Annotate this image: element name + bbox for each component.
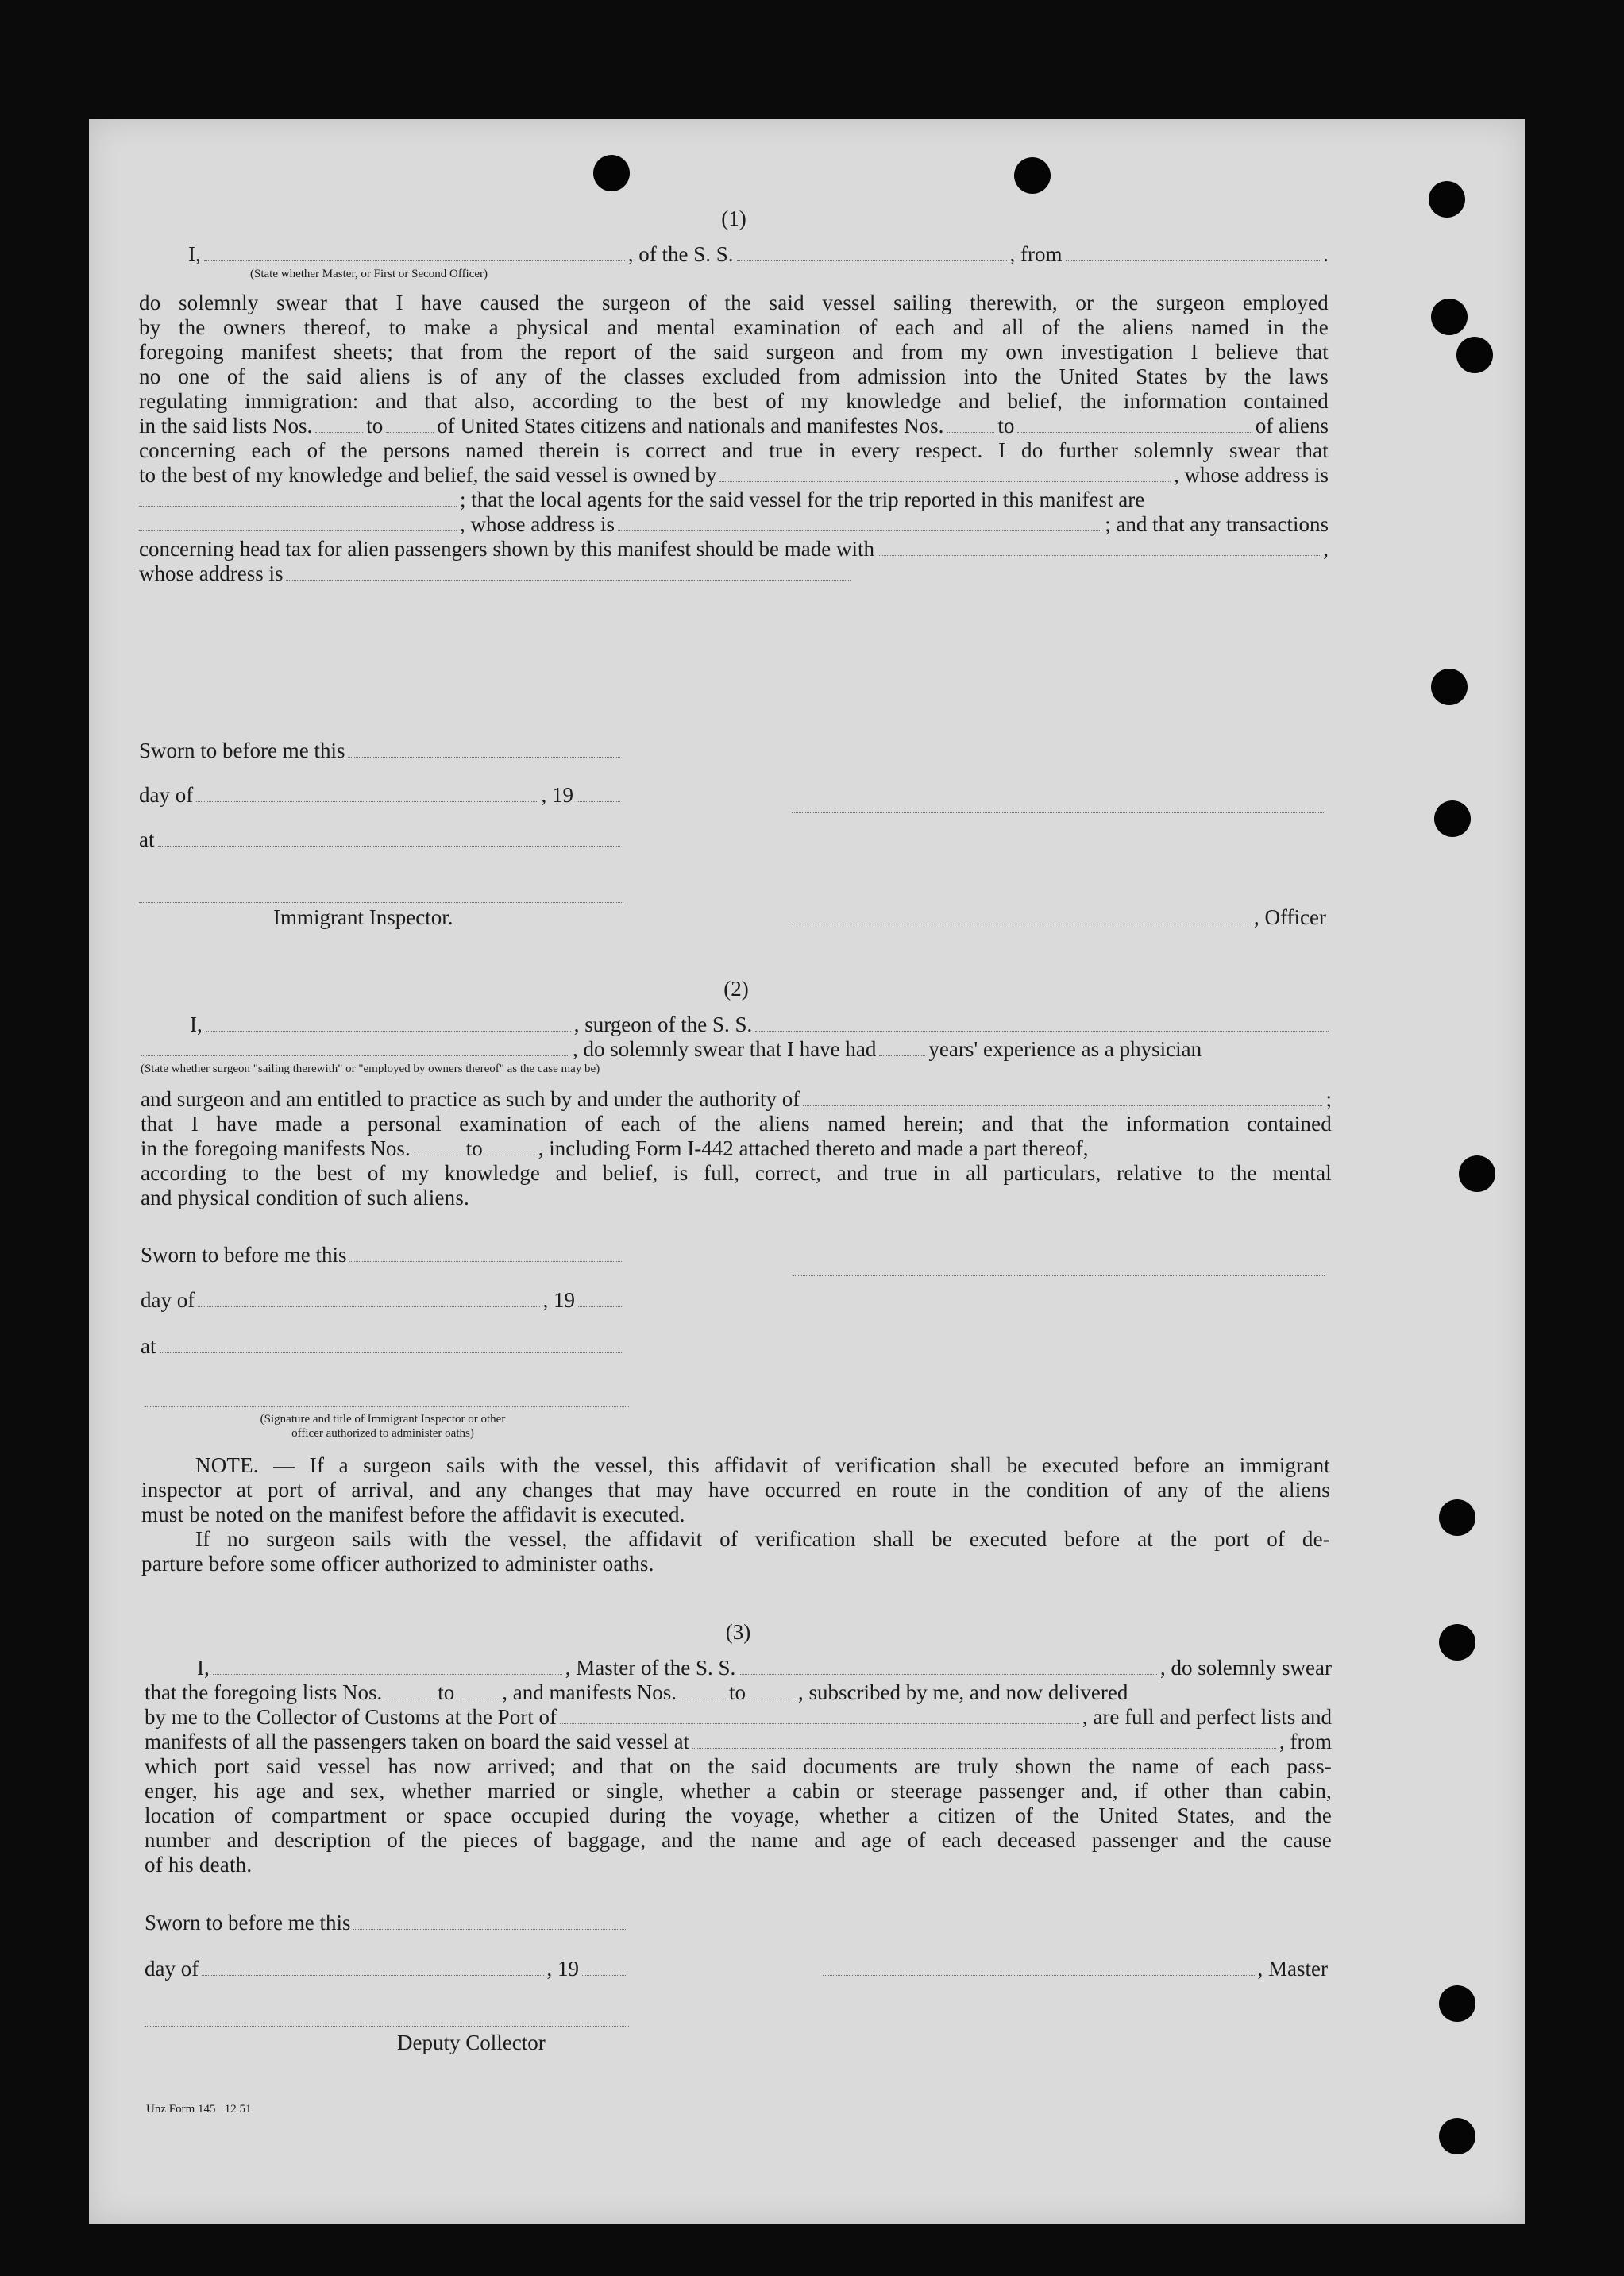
inspector-label: Immigrant Inspector. (273, 905, 453, 929)
section-number: (3) (725, 1620, 751, 1644)
s1-day-line (139, 783, 623, 808)
text-line: NOTE. — If a surgeon sails with the vessel, this affidavit of verification shall be executed before an immigrant (195, 1453, 1330, 1477)
punch-hole (1014, 157, 1051, 194)
form-content (139, 206, 1329, 586)
surgeon-status-field[interactable] (141, 1055, 569, 1056)
label: whose address is (139, 561, 284, 585)
whose-address-line (139, 561, 854, 586)
s2-sworn-line (141, 1243, 625, 1267)
year-field[interactable] (578, 1306, 622, 1307)
label: day of (145, 1957, 199, 1981)
section1-body (139, 291, 1329, 414)
master-name-field[interactable] (213, 1674, 562, 1675)
label: of United States citizens and nationals and manifestes Nos. (437, 414, 944, 438)
punch-hole (1429, 181, 1465, 218)
owned-line (139, 463, 1329, 488)
label: , of the S. S. (627, 242, 734, 266)
label: , 19 (546, 1957, 579, 1981)
section-number: (1) (721, 206, 746, 230)
surgeon-signature-line[interactable] (793, 1275, 1325, 1276)
label: , 19 (541, 783, 573, 807)
lists-line (139, 414, 1329, 438)
text-line: do solemnly swear that I have caused the surgeon of the said vessel sailing therewith, or the surgeon employed (139, 291, 1329, 314)
section2-line1 (141, 1013, 1332, 1037)
year-field[interactable] (582, 1975, 626, 1976)
punch-hole (593, 155, 630, 191)
section3 (145, 1620, 1332, 1877)
inspector-signature-line[interactable] (145, 1406, 629, 1407)
label: Sworn to before me this (141, 1243, 347, 1267)
punch-hole (1459, 1155, 1495, 1192)
field-hint: (State whether Master, or First or Second Officer) (250, 268, 488, 280)
section3-line2 (145, 1680, 1332, 1705)
label: . (1323, 242, 1329, 266)
embark-port-field[interactable] (692, 1748, 1276, 1749)
label: , Officer (1254, 905, 1326, 929)
surgeon-vessel-field[interactable] (755, 1031, 1329, 1032)
label: , from (1279, 1730, 1332, 1753)
from-field[interactable] (1066, 260, 1321, 261)
label: Sworn to before me this (139, 739, 345, 762)
agent-address-line (139, 512, 1329, 537)
label: I, (190, 1013, 203, 1036)
text-line: that I have made a personal examination of each of the aliens named herein; and that the information contained (141, 1112, 1332, 1136)
headtax-field[interactable] (878, 555, 1320, 556)
text-line: regulating immigration: and that also, according to the best of my knowledge and belief, the information contained (139, 389, 1329, 413)
label: ; that the local agents for the said vessel for the trip reported in this manifest are (460, 488, 1145, 511)
text-line: which port said vessel has now arrived; and that on the said documents are truly shown the name of each pass- (145, 1754, 1332, 1778)
label: in the said lists Nos. (139, 414, 313, 438)
text-line: according to the best of my knowledge and belief, is full, correct, and true in all particulars, relative to the mental (141, 1161, 1332, 1185)
s3-day-line (145, 1957, 629, 1981)
text-line: parture before some officer authorized to administer oaths. (141, 1552, 654, 1576)
label: to (465, 1136, 483, 1160)
label: of aliens (1255, 414, 1329, 438)
officer-line (788, 905, 1326, 930)
deputy-label: Deputy Collector (397, 2031, 546, 2054)
deputy-signature-line[interactable] (145, 2025, 629, 2027)
s1-at-line (139, 827, 623, 852)
agents-field[interactable] (139, 530, 457, 531)
form-page (89, 119, 1525, 2224)
at-field[interactable] (160, 1352, 623, 1353)
text-line: number and description of the pieces of baggage, and the name and age of each deceased passenger and the cause (145, 1828, 1332, 1852)
section1-line1 (139, 242, 1329, 267)
manifests-line (141, 1136, 1332, 1161)
text-line: If no surgeon sails with the vessel, the affidavit of verification shall be executed before at the port of de- (195, 1527, 1330, 1551)
punch-hole (1456, 337, 1493, 373)
day-field[interactable] (196, 801, 538, 802)
label: , do solemnly swear that I have had (573, 1037, 877, 1061)
section2-line2 (141, 1037, 1332, 1062)
label: to (728, 1680, 746, 1704)
punch-hole (1439, 1624, 1475, 1661)
label: to (438, 1680, 455, 1704)
note-block (141, 1453, 1330, 1576)
text-line: inspector at port of arrival, and any changes that may have occurred en route in the condition of any of the aliens (141, 1478, 1330, 1502)
s2-at-line (141, 1334, 625, 1359)
label: , whose address is (460, 512, 615, 536)
label: , whose address is (1174, 463, 1329, 487)
label: Sworn to before me this (145, 1911, 351, 1935)
label: to the best of my knowledge and belief, the said vessel is owned by (139, 463, 717, 487)
label: , and manifests Nos. (502, 1680, 677, 1704)
label: to (366, 414, 384, 438)
master-vessel-field[interactable] (739, 1674, 1157, 1675)
year-field[interactable] (577, 801, 620, 802)
punch-hole (1439, 1499, 1475, 1536)
text-line: (Signature and title of Immigrant Inspector or other (260, 1413, 506, 1425)
signature-line[interactable] (792, 812, 1324, 813)
text-line: enger, his age and sex, whether married or single, whether a cabin or steerage passenger and, if other than cabin, (145, 1779, 1332, 1803)
inspector-signature-line[interactable] (139, 901, 623, 903)
label: to (997, 414, 1015, 438)
label: and surgeon and am entitled to practice as such by and under the authority of (141, 1087, 800, 1111)
manifest-from-field[interactable] (947, 432, 994, 433)
label: I, (188, 242, 201, 266)
master-signature-field[interactable] (823, 1975, 1255, 1976)
authority-field[interactable] (803, 1105, 1322, 1106)
label: ; (1325, 1087, 1332, 1111)
label: that the foregoing lists Nos. (145, 1680, 383, 1704)
text-line: foregoing manifest sheets; that from the report of the said surgeon and from my own investigation I believe that (139, 340, 1329, 364)
label: , Master of the S. S. (565, 1656, 736, 1680)
section3-line3 (145, 1705, 1332, 1730)
port-field[interactable] (560, 1723, 1079, 1724)
label: , including Form I-442 attached thereto and made a part thereof, (538, 1136, 1089, 1160)
sworn-field[interactable] (349, 1261, 622, 1262)
day-field[interactable] (198, 1306, 539, 1307)
label: , Master (1257, 1957, 1328, 1981)
agents-line (139, 488, 1329, 512)
s2-day-line (141, 1288, 625, 1313)
text-line: must be noted on the manifest before the affidavit is executed. (141, 1503, 685, 1526)
label: , surgeon of the S. S. (573, 1013, 753, 1036)
list-from-field[interactable] (315, 432, 363, 433)
owner-field[interactable] (719, 481, 1171, 482)
punch-hole (1439, 1985, 1475, 2022)
punch-hole (1439, 2118, 1475, 2154)
label: years' experience as a physician (928, 1037, 1202, 1061)
field-hint: (State whether surgeon "sailing therewith" or "employed by owners thereof" as the case may be) (141, 1063, 600, 1075)
sworn-field[interactable] (348, 757, 620, 758)
form-id: Unz Form 145 12 51 (146, 2103, 252, 2116)
surgeon-name-field[interactable] (206, 1031, 571, 1032)
label: at (139, 827, 155, 851)
label: , from (1009, 242, 1063, 266)
label: concerning head tax for alien passengers shown by this manifest should be made with (139, 537, 875, 561)
text-line: location of compartment or space occupied during the voyage, whether a citizen of the United States, and the (145, 1803, 1332, 1827)
label: day of (139, 783, 194, 807)
master-line (820, 1957, 1328, 1981)
section3-line1 (145, 1656, 1332, 1680)
label: manifests of all the passengers taken on board the said vessel at (145, 1730, 690, 1753)
label: , (1323, 537, 1329, 561)
punch-hole (1434, 800, 1471, 837)
agents-address-field[interactable] (618, 530, 1101, 531)
day-field[interactable] (202, 1975, 543, 1976)
text-line: by the owners thereof, to make a physical and mental examination of each and all of the aliens named in the (139, 315, 1329, 339)
manifest-to-field[interactable] (1017, 432, 1252, 433)
authority-line (141, 1087, 1332, 1112)
text-line: of his death. (145, 1853, 253, 1877)
section-number: (2) (723, 977, 749, 1001)
s1-sworn-line (139, 739, 623, 763)
list-to-field[interactable] (386, 432, 434, 433)
years-field[interactable] (879, 1055, 925, 1056)
punch-hole (1431, 669, 1468, 705)
label: by me to the Collector of Customs at the Port of (145, 1705, 557, 1729)
vessel-field[interactable] (737, 260, 1007, 261)
text-line: concerning each of the persons named therein is correct and true in every respect. I do further solemnly swear that (139, 438, 1329, 462)
label: , do solemnly swear (1160, 1656, 1332, 1680)
headtax-address-field[interactable] (286, 580, 851, 581)
label: , are full and perfect lists and (1082, 1705, 1332, 1729)
sworn-field[interactable] (353, 1929, 626, 1930)
section2 (141, 977, 1332, 1210)
owner-address-field[interactable] (139, 506, 457, 507)
headtax-line (139, 537, 1329, 561)
label: , subscribed by me, and now delivered (797, 1680, 1128, 1704)
s3-sworn-line (145, 1911, 629, 1935)
text-line: no one of the said aliens is of any of the classes excluded from admission into the United States by the laws (139, 365, 1329, 388)
label: , 19 (542, 1288, 575, 1312)
name-field[interactable] (204, 260, 625, 261)
at-field[interactable] (158, 846, 621, 847)
label: day of (141, 1288, 195, 1312)
text-line: officer authorized to administer oaths) (291, 1427, 474, 1440)
label: ; and that any transactions (1105, 512, 1329, 536)
text-line: and physical condition of such aliens. (141, 1186, 470, 1209)
label: at (141, 1334, 156, 1358)
section3-line4 (145, 1730, 1332, 1754)
signature-hint (200, 1412, 565, 1441)
label: I, (197, 1656, 210, 1680)
punch-hole (1431, 299, 1468, 335)
label: in the foregoing manifests Nos. (141, 1136, 411, 1160)
